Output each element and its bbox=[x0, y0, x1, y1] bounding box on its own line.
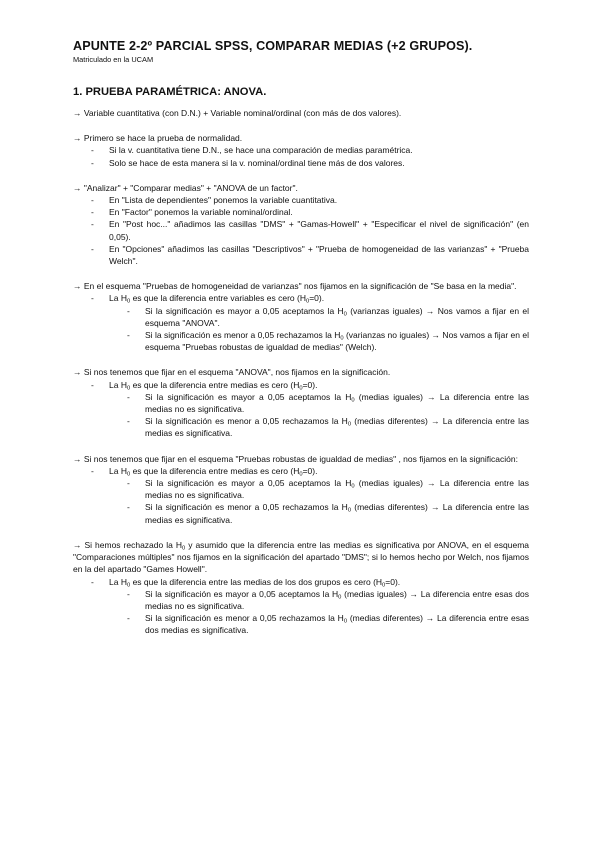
steps-block bbox=[73, 182, 529, 267]
robust-block bbox=[73, 453, 529, 526]
list-item: - En "Opciones" añadimos las casillas "Descriptivos" + "Prueba de homogeneidad de las varianzas" + "Prueba Welch". bbox=[73, 243, 529, 267]
sub-list-item: - Si la significación es menor a 0,05 rechazamos la $H_0$ (medias diferentes) → La diferencia entre esas dos medias es significativa. bbox=[73, 612, 529, 636]
intro-paragraph: → Variable cuantitativa (con D.N.) + Variable nominal/ordinal (con más de dos valores). bbox=[73, 108, 402, 118]
document-subtitle: Matriculado en la UCAM bbox=[73, 55, 154, 64]
hypothesis-item: - La $H_0$ es que la diferencia entre las medias de los dos grupos es cero $(H_0=0)$. bbox=[73, 576, 529, 588]
sub-list-item: - Si la significación es mayor a 0,05 aceptamos la $H_0$ (medias iguales) → La diferencia entre esas dos medias no es significativa. bbox=[73, 588, 529, 612]
robust-lead: → Si nos tenemos que fijar en el esquema "Pruebas robustas de igualdad de medias" , nos fijamos en la significación: bbox=[73, 453, 518, 464]
list-item: - Si la v. cuantitativa tiene D.N., se hace una comparación de medias paramétrica. bbox=[73, 144, 529, 156]
steps-lead: → "Analizar" + "Comparar medias" + "ANOVA de un factor". bbox=[73, 182, 298, 193]
posthoc-block bbox=[73, 539, 529, 637]
section-heading: 1. PRUEBA PARAMÉTRICA: ANOVA. bbox=[73, 86, 267, 98]
document-page bbox=[73, 38, 529, 637]
posthoc-lead: → Si hemos rechazado la $H_0$ y asumido que la diferencia entre las medias es significativa por ANOVA, en el esquema "Comparaciones múltiples" nos fijamos en la significación del apartado "DMS"; si lo hemos hecho por Welch, nos fijamos en la del apartado "Games Howell". bbox=[73, 539, 530, 575]
sub-list-item: - Si la significación es menor a 0,05 rechazamos la $H_0$ (medias diferentes) → La diferencia entre las medias es significativa. bbox=[73, 415, 529, 439]
normality-lead: → Primero se hace la prueba de normalidad. bbox=[73, 133, 243, 144]
list-item: - En "Lista de dependientes" ponemos la variable cuantitativa. bbox=[73, 194, 529, 206]
list-item: - En "Post hoc..." añadimos las casillas "DMS" + "Gamas-Howell" + "Especificar el nivel de significación" (en 0,05). bbox=[73, 218, 529, 242]
anova-block bbox=[73, 366, 529, 439]
sub-list-item: - Si la significación es mayor a 0,05 aceptamos la $H_0$ (varianzas iguales) → Nos vamos a fijar en el esquema "ANOVA". bbox=[73, 305, 529, 329]
list-item: - En "Factor" ponemos la variable nominal/ordinal. bbox=[73, 206, 529, 218]
sub-list-item: - Si la significación es mayor a 0,05 aceptamos la $H_0$ (medias iguales) → La diferencia entre las medias no es significativa. bbox=[73, 477, 529, 501]
sub-list-item: - Si la significación es menor a 0,05 rechazamos la $H_0$ (medias diferentes) → La diferencia entre las medias es significativa. bbox=[73, 501, 529, 525]
hypothesis-item: - La $H_0$ es que la diferencia entre medias es cero $(H_0=0)$. bbox=[73, 379, 529, 391]
hypothesis-item: - La $H_0$ es que la diferencia entre medias es cero $(H_0=0)$. bbox=[73, 465, 529, 477]
normality-block bbox=[73, 132, 529, 169]
document-title: APUNTE 2-2º PARCIAL SPSS, COMPARAR MEDIAS (+2 GRUPOS). bbox=[73, 39, 473, 53]
list-item: - Solo se hace de esta manera si la v. nominal/ordinal tiene más de dos valores. bbox=[73, 157, 529, 169]
sub-list-item: - Si la significación es mayor a 0,05 aceptamos la $H_0$ (medias iguales) → La diferencia entre las medias no es significativa. bbox=[73, 391, 529, 415]
homogeneity-lead: → En el esquema "Pruebas de homogeneidad de varianzas" nos fijamos en la significación de "Se basa en la media". bbox=[73, 281, 517, 292]
anova-lead: → Si nos tenemos que fijar en el esquema "ANOVA", nos fijamos en la significación. bbox=[73, 367, 391, 378]
homogeneity-block bbox=[73, 280, 529, 353]
hypothesis-item: - La $H_0$ es que la diferencia entre variables es cero $(H_0=0)$. bbox=[73, 292, 529, 304]
sub-list-item: - Si la significación es menor a 0,05 rechazamos la $H_0$ (varianzas no iguales) → Nos vamos a fijar en el esquema "Pruebas robustas de igualdad de medias" (Welch). bbox=[73, 329, 529, 353]
